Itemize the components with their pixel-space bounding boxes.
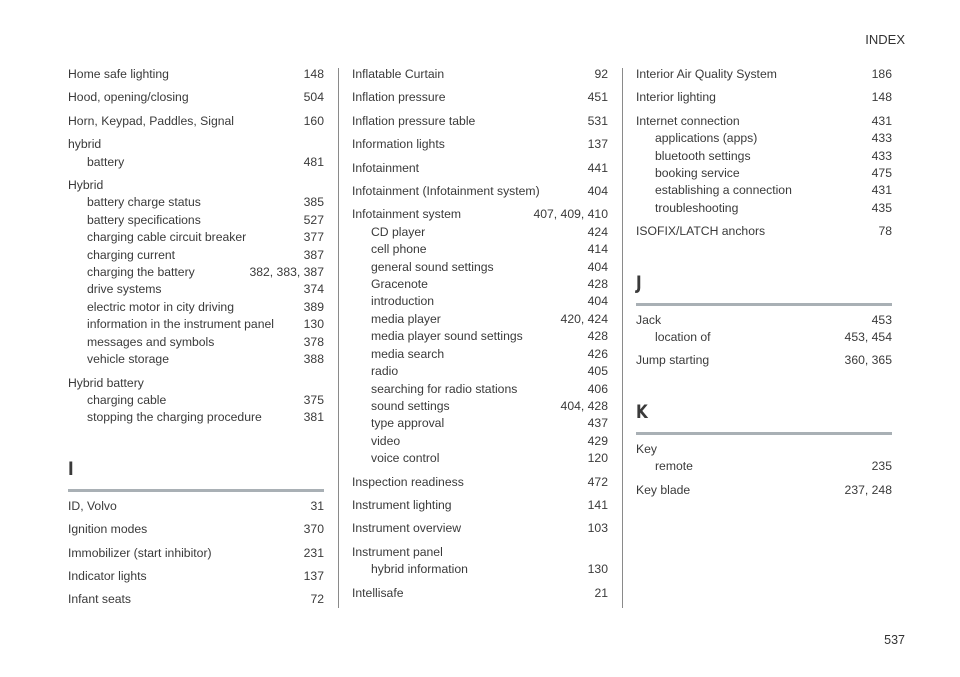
index-letter-section xyxy=(636,271,892,306)
index-subentry-row xyxy=(352,433,608,450)
page-reference: 92 xyxy=(594,67,608,81)
index-term: Instrument panel xyxy=(352,544,443,559)
page-reference: 137 xyxy=(303,568,324,583)
index-term: Instrument overview xyxy=(352,521,462,536)
page-reference: 382, 383, 387 xyxy=(249,265,324,280)
page-reference: 429 xyxy=(587,433,608,448)
page-reference: 378 xyxy=(303,334,324,349)
index-entry-row xyxy=(68,498,324,515)
index-letter-section xyxy=(68,457,324,492)
page-reference: 237, 248 xyxy=(844,482,892,497)
index-subterm: video xyxy=(371,433,401,448)
index-term: Immobilizer (start inhibitor) xyxy=(68,545,212,560)
index-subentry-row xyxy=(636,165,892,182)
index-entry-row xyxy=(352,497,608,514)
index-entry-row xyxy=(636,482,892,499)
page-reference: 137 xyxy=(587,137,608,152)
index-entry-row xyxy=(68,568,324,585)
page-reference: 428 xyxy=(587,277,608,292)
index-entry xyxy=(636,441,892,476)
index-term: Inflation pressure xyxy=(352,90,446,105)
index-term: Key blade xyxy=(636,482,691,497)
index-term: Jump starting xyxy=(636,353,710,368)
index-entry xyxy=(68,136,324,171)
index-subterm: establishing a connection xyxy=(655,183,792,198)
page-reference: 481 xyxy=(303,154,324,169)
index-entry xyxy=(352,66,608,83)
index-entry-row xyxy=(636,113,892,130)
index-entry-row xyxy=(636,223,892,240)
index-entry-row xyxy=(352,183,608,200)
index-term: Intellisafe xyxy=(352,585,404,600)
index-term: Information lights xyxy=(352,137,445,152)
column-divider xyxy=(622,68,623,608)
index-subterm: cell phone xyxy=(371,242,427,257)
index-entry-row xyxy=(636,89,892,106)
index-entry-row xyxy=(636,312,892,329)
index-entry xyxy=(636,113,892,217)
index-subentry-row xyxy=(352,328,608,345)
page-reference: 424 xyxy=(587,224,608,239)
index-entry xyxy=(352,544,608,579)
index-subterm: radio xyxy=(371,364,399,379)
index-subentry-row xyxy=(636,130,892,147)
page-reference: 381 xyxy=(303,410,324,425)
index-entry-row xyxy=(352,544,608,561)
index-subterm: stopping the charging procedure xyxy=(87,410,262,425)
index-entry xyxy=(68,568,324,585)
page-reference: 148 xyxy=(303,67,324,81)
index-subterm: searching for radio stations xyxy=(371,381,518,396)
index-subterm: information in the instrument panel xyxy=(87,317,274,332)
index-subterm: location of xyxy=(655,330,711,345)
page-reference: 141 xyxy=(587,497,608,512)
index-entry xyxy=(68,66,324,83)
index-subterm: vehicle storage xyxy=(87,352,169,367)
index-entry xyxy=(636,312,892,347)
index-entry xyxy=(352,520,608,537)
column-divider xyxy=(338,68,339,608)
page-reference: 72 xyxy=(310,592,324,607)
index-entry-row xyxy=(352,136,608,153)
index-subterm: battery specifications xyxy=(87,212,201,227)
index-entry-row xyxy=(352,89,608,106)
letter-rule xyxy=(68,489,324,492)
index-subterm: bluetooth settings xyxy=(655,148,751,163)
index-entry-row xyxy=(352,474,608,491)
index-subterm: charging current xyxy=(87,247,176,262)
index-subentry-row xyxy=(352,259,608,276)
index-entry-row xyxy=(68,375,324,392)
index-subentry-row xyxy=(352,241,608,258)
letter-rule xyxy=(636,432,892,435)
index-term: hybrid xyxy=(68,137,102,152)
index-subterm: remote xyxy=(655,459,693,474)
page-reference: 433 xyxy=(871,131,892,146)
index-subentry-row xyxy=(68,247,324,264)
page-reference: 451 xyxy=(587,90,608,105)
index-entry xyxy=(352,113,608,130)
index-entry xyxy=(352,160,608,177)
page-reference: 437 xyxy=(587,416,608,431)
index-subentry-row xyxy=(352,276,608,293)
page-reference: 453, 454 xyxy=(844,330,892,345)
index-subentry-row xyxy=(68,409,324,426)
page-reference: 21 xyxy=(594,585,608,600)
index-subentry-row xyxy=(352,398,608,415)
index-entry-row xyxy=(636,441,892,458)
index-subentry-row xyxy=(68,316,324,333)
index-entry-row xyxy=(352,206,608,223)
index-subentry-row xyxy=(68,154,324,171)
page-header-title: INDEX xyxy=(865,32,905,47)
page-reference: 160 xyxy=(303,113,324,128)
index-subterm: charging cable circuit breaker xyxy=(87,230,247,245)
index-term: Indicator lights xyxy=(68,568,147,583)
index-subentry-row xyxy=(68,299,324,316)
page-reference: 472 xyxy=(587,474,608,489)
index-term: Instrument lighting xyxy=(352,497,452,512)
index-term: Ignition modes xyxy=(68,522,148,537)
index-entry xyxy=(352,89,608,106)
index-column-2 xyxy=(352,66,608,602)
index-subterm: charging the battery xyxy=(87,265,195,280)
index-term: Inflation pressure table xyxy=(352,113,476,128)
index-entry xyxy=(68,545,324,562)
page-reference: 374 xyxy=(303,282,324,297)
page-reference: 414 xyxy=(587,242,608,257)
index-letter-heading: I xyxy=(68,457,74,480)
page-reference: 435 xyxy=(871,200,892,215)
index-entry xyxy=(68,591,324,608)
page-reference: 431 xyxy=(871,183,892,198)
index-column-3 xyxy=(636,66,892,499)
index-subterm: messages and symbols xyxy=(87,334,215,349)
index-letter-heading: J xyxy=(636,271,642,294)
index-entry-row xyxy=(68,545,324,562)
index-subentry-row xyxy=(352,293,608,310)
index-subterm: CD player xyxy=(371,224,426,239)
index-term: Interior Air Quality System xyxy=(636,67,777,81)
index-subterm: general sound settings xyxy=(371,259,494,274)
index-term: Key xyxy=(636,441,658,456)
page-reference: 431 xyxy=(871,113,892,128)
page-reference: 504 xyxy=(303,90,324,105)
page-number: 537 xyxy=(884,633,905,647)
index-term: Hood, opening/closing xyxy=(68,90,189,105)
index-subterm: introduction xyxy=(371,294,435,309)
page-reference: 186 xyxy=(871,67,892,81)
index-subentry-row xyxy=(352,346,608,363)
index-subentry-row xyxy=(68,281,324,298)
index-term: ID, Volvo xyxy=(68,498,117,513)
page-reference: 404, 428 xyxy=(560,398,608,413)
index-entry-row xyxy=(352,160,608,177)
page-reference: 120 xyxy=(587,451,608,466)
page-reference: 148 xyxy=(871,90,892,105)
index-subentry-row xyxy=(68,392,324,409)
index-entry xyxy=(68,521,324,538)
index-term: Inspection readiness xyxy=(352,474,464,489)
index-term: Horn, Keypad, Paddles, Signal xyxy=(68,113,234,128)
index-entry xyxy=(636,89,892,106)
index-entry-row xyxy=(352,520,608,537)
page-reference: 375 xyxy=(303,392,324,407)
index-subentry-row xyxy=(352,450,608,467)
index-subentry-row xyxy=(636,458,892,475)
index-subterm: booking service xyxy=(655,166,740,181)
page-reference: 404 xyxy=(587,184,608,199)
index-term: Jack xyxy=(636,312,662,327)
index-term: Internet connection xyxy=(636,113,740,128)
page-reference: 420, 424 xyxy=(560,311,608,326)
page-reference: 404 xyxy=(587,294,608,309)
index-subentry-row xyxy=(636,182,892,199)
index-subentry-row xyxy=(636,148,892,165)
index-entry-row xyxy=(68,89,324,106)
index-entry-row xyxy=(68,113,324,130)
index-entry-row xyxy=(352,66,608,83)
index-subterm: battery xyxy=(87,154,125,169)
index-term: Hybrid battery xyxy=(68,375,144,390)
page-reference: 527 xyxy=(303,212,324,227)
page-reference: 388 xyxy=(303,352,324,367)
index-subterm: type approval xyxy=(371,416,445,431)
index-subterm: electric motor in city driving xyxy=(87,299,234,314)
index-entry-row xyxy=(352,113,608,130)
letter-rule xyxy=(636,303,892,306)
index-subentry-row xyxy=(68,229,324,246)
page-reference: 31 xyxy=(310,498,324,513)
index-entry xyxy=(352,497,608,514)
index-subterm: media player sound settings xyxy=(371,329,523,344)
index-entry xyxy=(68,498,324,515)
index-subentry-row xyxy=(352,311,608,328)
index-subentry-row xyxy=(352,561,608,578)
index-entry xyxy=(636,66,892,83)
index-entry xyxy=(352,136,608,153)
index-subentry-row xyxy=(68,334,324,351)
index-subterm: media search xyxy=(371,346,445,361)
page-reference: 130 xyxy=(303,317,324,332)
index-subterm: charging cable xyxy=(87,392,167,407)
index-subterm: drive systems xyxy=(87,282,162,297)
index-subentry-row xyxy=(68,351,324,368)
page-reference: 231 xyxy=(303,545,324,560)
index-subterm: battery charge status xyxy=(87,195,201,210)
page-reference: 389 xyxy=(303,299,324,314)
page-reference: 406 xyxy=(587,381,608,396)
index-entry-row xyxy=(636,352,892,369)
index-entry xyxy=(352,183,608,200)
index-letter-heading: K xyxy=(636,400,648,423)
index-entry xyxy=(352,474,608,491)
page-reference: 404 xyxy=(587,259,608,274)
index-subentry-row xyxy=(68,264,324,281)
page-reference: 441 xyxy=(587,160,608,175)
index-entry xyxy=(636,223,892,240)
page-reference: 453 xyxy=(871,312,892,327)
index-term: Infant seats xyxy=(68,592,132,607)
index-term: Infotainment xyxy=(352,160,420,175)
index-entry xyxy=(352,206,608,467)
index-subentry-row xyxy=(352,415,608,432)
index-entry-row xyxy=(68,177,324,194)
page-reference: 407, 409, 410 xyxy=(533,207,608,222)
index-term: Infotainment (Infotainment system) xyxy=(352,184,540,199)
index-term: Interior lighting xyxy=(636,90,716,105)
index-entry xyxy=(68,375,324,427)
index-subentry-row xyxy=(352,381,608,398)
index-subterm: sound settings xyxy=(371,398,450,413)
index-subentry-row xyxy=(636,200,892,217)
index-entry xyxy=(68,113,324,130)
index-subentry-row xyxy=(68,194,324,211)
page-reference: 426 xyxy=(587,346,608,361)
index-entry-row xyxy=(68,521,324,538)
index-entry-row xyxy=(68,591,324,608)
index-entry xyxy=(68,177,324,368)
index-term: ISOFIX/LATCH anchors xyxy=(636,224,766,239)
index-entry xyxy=(352,585,608,602)
index-entry-row xyxy=(636,66,892,83)
index-entry xyxy=(636,482,892,499)
index-term: Home safe lighting xyxy=(68,67,169,81)
page-reference: 531 xyxy=(587,113,608,128)
index-letter-section xyxy=(636,400,892,435)
index-subentry-row xyxy=(352,363,608,380)
index-subentry-row xyxy=(68,212,324,229)
page-reference: 475 xyxy=(871,166,892,181)
page-reference: 428 xyxy=(587,329,608,344)
page-reference: 103 xyxy=(587,521,608,536)
page-reference: 385 xyxy=(303,195,324,210)
page-reference: 405 xyxy=(587,364,608,379)
index-subterm: media player xyxy=(371,311,441,326)
index-entry-row xyxy=(68,136,324,153)
page-reference: 377 xyxy=(303,230,324,245)
index-subterm: Gracenote xyxy=(371,277,428,292)
index-entry xyxy=(636,352,892,369)
page-reference: 387 xyxy=(303,247,324,262)
index-subterm: voice control xyxy=(371,451,440,466)
page-reference: 235 xyxy=(871,459,892,474)
index-subentry-row xyxy=(636,329,892,346)
index-term: Infotainment system xyxy=(352,207,462,222)
index-subterm: applications (apps) xyxy=(655,131,758,146)
index-term: Hybrid xyxy=(68,178,104,193)
page-reference: 78 xyxy=(878,224,892,239)
index-subentry-row xyxy=(352,224,608,241)
page-reference: 360, 365 xyxy=(844,353,892,368)
page-reference: 130 xyxy=(587,562,608,577)
index-entry xyxy=(68,89,324,106)
index-subterm: hybrid information xyxy=(371,562,468,577)
index-term: Inflatable Curtain xyxy=(352,67,445,81)
index-subterm: troubleshooting xyxy=(655,200,739,215)
page-reference: 433 xyxy=(871,148,892,163)
page-reference: 370 xyxy=(303,522,324,537)
index-entry-row xyxy=(68,66,324,83)
index-entry-row xyxy=(352,585,608,602)
index-column-1 xyxy=(68,66,324,609)
